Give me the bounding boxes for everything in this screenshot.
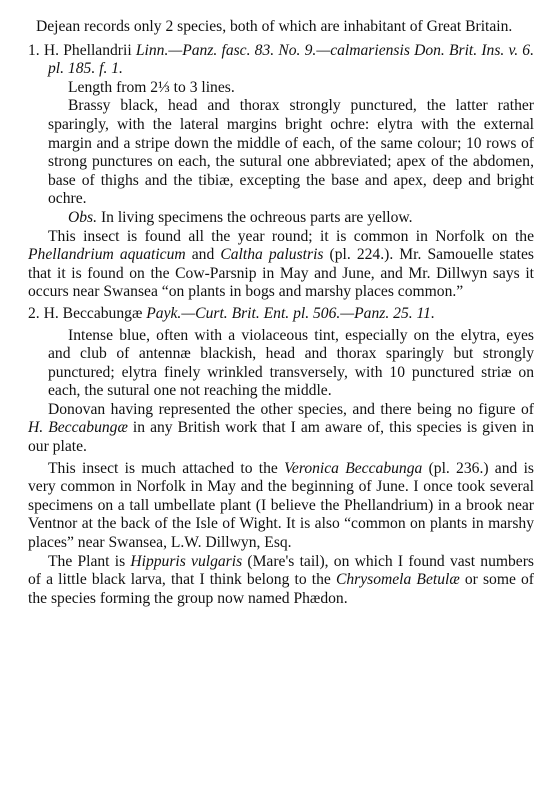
species-name: Chrysomela Betulæ bbox=[335, 571, 460, 589]
note-text: (Mare's tail), on which I found vast numbers of a little black larva, that I think belong to the bbox=[28, 552, 534, 589]
species-2-habitat bbox=[28, 460, 534, 553]
habitat-text: (pl. 224.). Mr. Samouelle states that it is found on the Cow-Parsnip in May and June, and Mr. Dillwyn says it occurs near Swansea “on plants in bogs and marshy places common.” bbox=[28, 246, 534, 301]
species-2-donovan-note bbox=[28, 401, 534, 457]
plant-name: Caltha palustris bbox=[220, 246, 324, 264]
species-2-number: 2. bbox=[28, 304, 40, 322]
note-text: Donovan having represented the other species, and there being no figure of bbox=[48, 400, 534, 418]
habitat-text: and bbox=[185, 246, 221, 264]
note-text: The Plant is bbox=[48, 552, 131, 570]
species-1-habitat bbox=[28, 228, 534, 302]
plant-name: Phellandrium aquaticum bbox=[28, 246, 186, 264]
species-2-reference: Payk.—Curt. Brit. Ent. pl. 506.—Panz. 25. 11. bbox=[146, 304, 435, 322]
species-1-length: Length from 2⅓ to 3 lines. bbox=[68, 78, 235, 96]
plant-note bbox=[28, 553, 534, 609]
species-2-description: Intense blue, often with a violaceous tint, especially on the elytra, eyes and club of antennæ blackish, head and thorax sparingly but strongly punctured; elytra finely wrinkled transversely, with 10 punctured striæ on each, the sutural one not reaching the middle. bbox=[48, 326, 534, 400]
habitat-text: This insect is much attached to the bbox=[48, 459, 285, 477]
plant-name: Hippuris vulgaris bbox=[130, 552, 243, 570]
species-2-entry bbox=[28, 305, 534, 324]
species-2-name: H. Beccabungæ bbox=[43, 304, 143, 322]
intro-paragraph: Dejean records only 2 species, both of which are inhabitant of Great Britain. bbox=[36, 18, 513, 35]
species-1-entry bbox=[28, 42, 534, 79]
species-1-observation bbox=[28, 209, 534, 228]
plant-name: Veronica Beccabunga bbox=[284, 459, 423, 477]
species-1-name: H. Phellandrii bbox=[43, 41, 132, 59]
habitat-text: (pl. 236.) and is very common in Norfolk in May and the beginning of June. I once took several specimens on a tall umbellate plant (I believe the Phellandrium) in a brook near Ventnor at the back of the Isle of Wight. It is also “common on plants in marshy places” near Swansea, L.W. Dillwyn, Esq. bbox=[28, 459, 534, 552]
species-name: H. Beccabungæ bbox=[28, 419, 128, 437]
note-text: in any British work that I am aware of, this species is given in our plate. bbox=[28, 419, 534, 456]
obs-label: Obs. bbox=[68, 208, 98, 226]
habitat-text: This insect is found all the year round; it is common in Norfolk on the bbox=[48, 227, 534, 245]
species-1-description: Brassy black, head and thorax strongly punctured, the latter rather sparingly, with the lateral margins bright ochre: elytra with the external margin and a stripe down the middle of each, of the same colour; 10 rows of strong punctures on each, the sutural one abbreviated; apex of the abdomen, base of thighs and the tibiæ, excepting the base and apex, deep and bright ochre. bbox=[48, 97, 534, 208]
note-text: or some of the species forming the group now named Phædon. bbox=[28, 571, 534, 607]
obs-text: In living specimens the ochreous parts are yellow. bbox=[100, 208, 413, 226]
species-1-reference: Linn.—Panz. fasc. 83. No. 9.—calmariensis Don. Brit. Ins. v. 6. pl. 185. f. 1. bbox=[48, 41, 535, 78]
species-1-number: 1. bbox=[28, 41, 40, 59]
